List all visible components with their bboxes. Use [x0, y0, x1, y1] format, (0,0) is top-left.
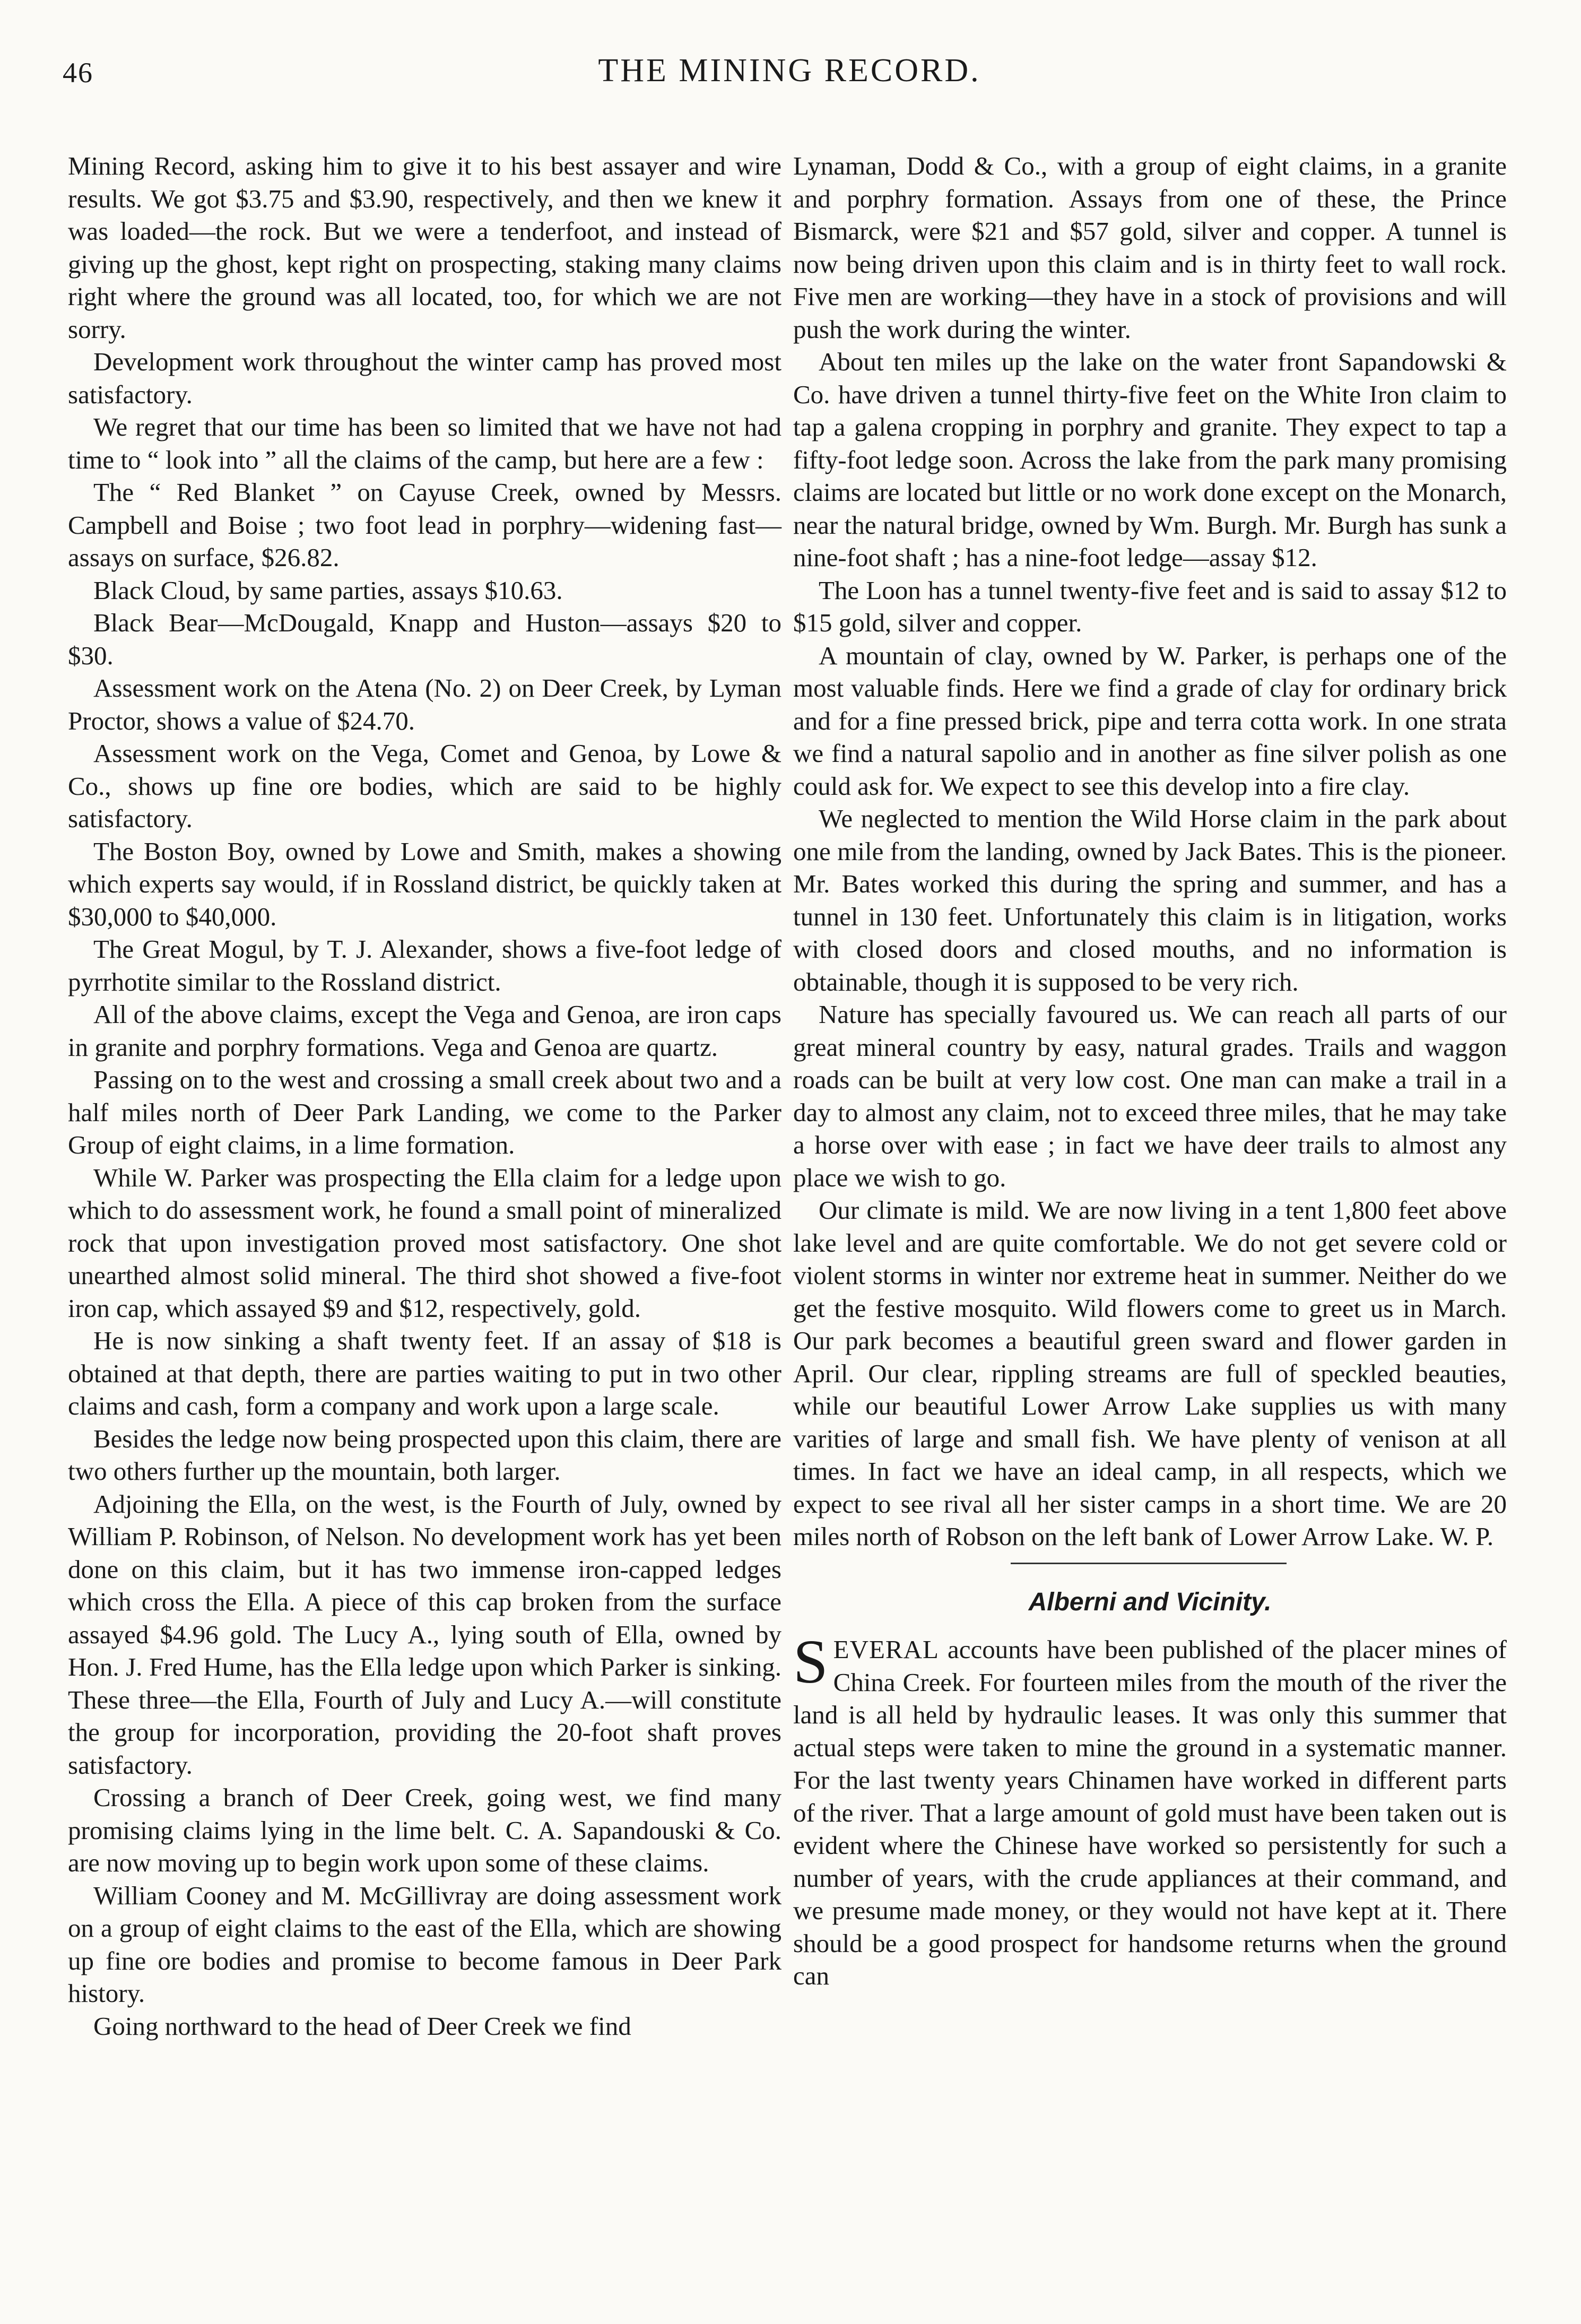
paragraph: Passing on to the west and crossing a small creek about two and a half miles north of Deer Park Landing, we come to the Parker Group of eight claims, in a lime formation.: [68, 1065, 781, 1159]
paragraph: We regret that our time has been so limited that we have not had time to “ look into ” all the claims of the camp, but here are a few :: [68, 412, 781, 474]
paragraph: All of the above claims, except the Vega and Genoa, are iron caps in granite and porphry formations. Vega and Genoa are quartz.: [68, 1000, 781, 1062]
paragraph: We neglected to mention the Wild Horse claim in the park about one mile from the landing, owned by Jack Bates. This is the pioneer. Mr. Bates worked this during the spring and summer, and has a tunnel in 130 feet. Unfortunately this claim is in litigation, works with closed doors and closed mouths, and no information is obtainable, though it is supposed to be very rich.: [793, 804, 1507, 996]
paragraph-text: accounts have been published of the placer mines of China Creek. For fourteen miles from the mouth of the river the land is all held by hydraulic leases. It was only this summer that actual steps were taken to mine the ground in a systematic manner. For the last twenty years Chinamen have worked in different parts of the river. That a large amount of gold must have been taken out is evident where the Chinese have worked so persistently for such a number of years, with the crude appliances at their command, and we presume made money, or they would not have kept at it. There should be a good prospect for handsome returns when the ground can: [793, 1635, 1507, 1990]
section-first-paragraph: [793, 1627, 1507, 1992]
paragraph: Black Bear—McDougald, Knapp and Huston—assays $20 to $30.: [68, 608, 781, 670]
paragraph: Assessment work on the Atena (No. 2) on Deer Creek, by Lyman Proctor, shows a value of $24.70.: [68, 673, 781, 735]
paragraph: Black Cloud, by same parties, assays $10.63.: [93, 575, 563, 605]
paragraph: Development work throughout the winter camp has proved most satisfactory.: [68, 347, 781, 409]
paragraph: Going northward to the head of Deer Creek we find: [93, 2011, 631, 2041]
paragraph: A mountain of clay, owned by W. Parker, is perhaps one of the most valuable finds. Here we find a grade of clay for ordinary brick and for a fine pressed brick, pipe and terra cotta work. In one strata we find a natural sapolio and in another as fine silver polish as one could ask for. We expect to see this develop into a fire clay.: [793, 640, 1507, 801]
journal-title: THE MINING RECORD.: [598, 53, 981, 89]
paragraph: William Cooney and M. McGillivray are doing assessment work on a group of eight claims to the east of the Ella, which are showing up fine ore bodies and promise to become famous in Deer Park history.: [68, 1880, 781, 2008]
paragraph: Nature has specially favoured us. We can reach all parts of our great mineral country by easy, natural grades. Trails and waggon roads can be built at very low cost. One man can make a trail in a day to almost any claim, not to exceed three miles, that he may take a horse over with ease ; in fact we have deer trails to almost any place we wish to go.: [793, 1000, 1507, 1192]
section-divider: [793, 1553, 1507, 1576]
left-column: [68, 150, 781, 2042]
paragraph: While W. Parker was prospecting the Ella claim for a ledge upon which to do assessment work, he found a small point of mineralized rock that upon investigation proved most satisfactory. One shot unearthed almost solid mineral. The third shot showed a five-foot iron cap, which assayed $9 and $12, respectively, gold.: [68, 1163, 781, 1323]
paragraph: Adjoining the Ella, on the west, is the Fourth of July, owned by William P. Robinson, of Nelson. No development work has yet been done on this claim, but it has two immense iron-capped ledges which cross the Ella. A piece of this cap broken from the surface assayed $4.96 gold. The Lucy A., lying south of Ella, owned by Hon. J. Fred Hume, has the Ella ledge upon which Parker is sinking. These three—the Ella, Fourth of July and Lucy A.—will constitute the group for incorporation, providing the 20-foot shaft proves satisfactory.: [68, 1489, 781, 1780]
paragraph: The Loon has a tunnel twenty-five feet and is said to assay $12 to $15 gold, silver and copper.: [793, 575, 1507, 637]
right-column: [793, 150, 1507, 1992]
section-heading: Alberni and Vicinity.: [1028, 1588, 1272, 1616]
paragraph: The Great Mogul, by T. J. Alexander, shows a five-foot ledge of pyrrhotite similar to the Rossland district.: [68, 934, 781, 996]
paragraph: Besides the ledge now being prospected upon this claim, there are two others further up the mountain, both larger.: [68, 1424, 781, 1486]
page-number: 46: [63, 57, 93, 89]
paragraph: The Boston Boy, owned by Lowe and Smith, makes a showing which experts say would, if in Rossland district, be quickly taken at $30,000 to $40,000.: [68, 836, 781, 931]
lead-word: EVERAL: [833, 1635, 939, 1664]
drop-cap: S: [793, 1627, 828, 1696]
paragraph: Crossing a branch of Deer Creek, going west, we find many promising claims lying in the lime belt. C. A. Sapandouski & Co. are now moving up to begin work upon some of these claims.: [68, 1783, 781, 1877]
paragraph: Lynaman, Dodd & Co., with a group of eight claims, in a granite and porphry formation. Assays from one of these, the Prince Bismarck, were $21 and $57 gold, silver and copper. A tunnel is now being driven upon this claim and is in thirty feet to wall rock. Five men are working—they have in a stock of provisions and will push the work during the winter.: [793, 151, 1507, 344]
paragraph: Our climate is mild. We are now living in a tent 1,800 feet above lake level and are quite comfortable. We do not get severe cold or violent storms in winter nor extreme heat in summer. Neither do we get the festive mosquito. Wild flowers come to greet us in March. Our park becomes a beautiful green sward and flower garden in April. Our clear, rippling streams are full of speckled beauties, while our beautiful Lower Arrow Lake supplies us with many varities of large and small fish. We have plenty of venison at all times. In fact we have an ideal camp, in all respects, which we expect to see rival all her sister camps in a short time. We are 20 miles north of Robson on the left bank of Lower Arrow Lake. W. P.: [793, 1195, 1507, 1551]
paragraph: Assessment work on the Vega, Comet and Genoa, by Lowe & Co., shows up fine ore bodies, which are said to be highly satisfactory.: [68, 739, 781, 833]
paragraph: About ten miles up the lake on the water front Sapandowski & Co. have driven a tunnel thirty-five feet on the White Iron claim to tap a galena cropping in porphry and granite. They expect to tap a fifty-foot ledge soon. Across the lake from the park many promising claims are located but little or no work done except on the Monarch, near the natural bridge, owned by Wm. Burgh. Mr. Burgh has sunk a nine-foot shaft ; has a nine-foot ledge—assay $12.: [793, 347, 1507, 572]
paragraph: He is now sinking a shaft twenty feet. If an assay of $18 is obtained at that depth, there are parties waiting to put in two other claims and cash, form a company and work upon a large scale.: [68, 1326, 781, 1420]
paragraph: Mining Record, asking him to give it to his best assayer and wire results. We got $3.75 and $3.90, respectively, and then we knew it was loaded—the rock. But we were a tenderfoot, and instead of giving up the ghost, kept right on prospecting, staking many claims right where the ground was all located, too, for which we are not sorry.: [68, 151, 781, 344]
page-header: [63, 52, 1516, 100]
paragraph: The “ Red Blanket ” on Cayuse Creek, owned by Messrs. Campbell and Boise ; two foot lead in porphry—widening fast—assays on surface, $26.82.: [68, 478, 781, 572]
